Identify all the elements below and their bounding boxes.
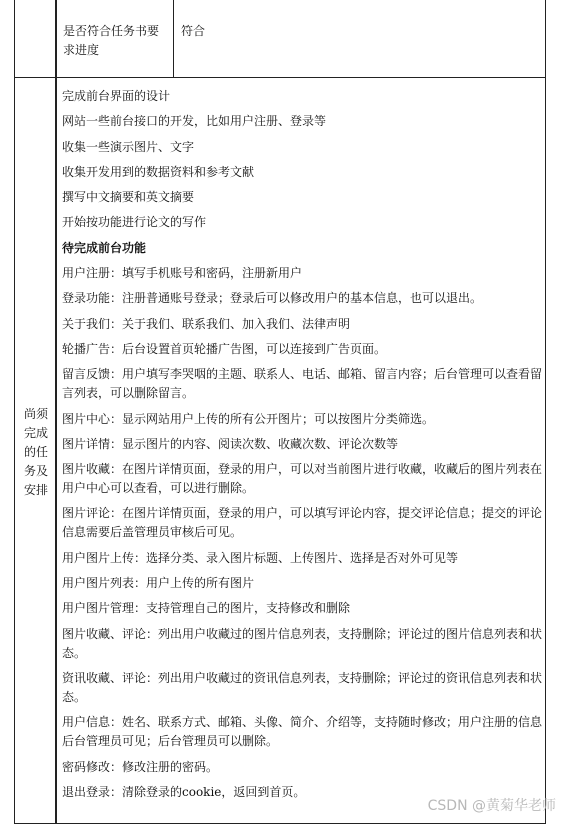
header-row [15, 0, 545, 78]
task-line: 用户注册：填写手机账号和密码，注册新用户 [62, 266, 303, 281]
progress-table [14, 0, 546, 824]
task-line: 图片详情：显示图片的内容、阅读次数、收藏次数、评论次数等 [62, 436, 399, 451]
task-line: 用户图片管理：支持管理自己的图片，支持修改和删除 [62, 601, 351, 616]
task-line: 图片中心：显示网站用户上传的所有公开图片；可以按图片分类筛选。 [62, 411, 435, 426]
task-line: 图片收藏、评论：列出用户收藏过的图片信息列表，支持删除；评论过的图片信息列表和状态。 [62, 626, 543, 660]
progress-answer-cell: 符合 [181, 24, 206, 38]
task-line: 关于我们：关于我们、联系我们、加入我们、法律声明 [62, 316, 351, 331]
task-line: 登录功能：注册普通账号登录；登录后可以修改用户的基本信息，也可以退出。 [62, 291, 483, 306]
task-line: 退出登录：清除登录的cookie，返回到首页。 [62, 784, 306, 799]
task-line: 网站一些前台接口的开发，比如用户注册、登录等 [62, 114, 327, 129]
task-line: 撰写中文摘要和英文摘要 [62, 190, 195, 205]
task-line: 开始按功能进行论文的写作 [62, 215, 207, 230]
task-heading: 待完成前台功能 [62, 240, 147, 255]
task-line: 轮播广告：后台设置首页轮播广告图，可以连接到广告页面。 [62, 341, 387, 356]
task-line: 图片收藏：在图片详情页面，登录的用户，可以对当前图片进行收藏，收藏后的图片列表在用户中心可以查看，可以进行删除。 [62, 462, 543, 496]
column-divider [56, 0, 57, 78]
task-line: 收集一些演示图片、文字 [62, 139, 195, 154]
watermark: CSDN @黄菊华老师 [427, 798, 556, 814]
task-line: 留言反馈：用户填写李哭咽的主题、联系人、电话、邮箱、留言内容；后台管理可以查看留言列表，可以删除留言。 [62, 367, 543, 401]
section-label: 尚须完成的任务及安排 [23, 407, 48, 497]
task-line: 资讯收藏、评论：列出用户收藏过的资讯信息列表，支持删除；评论过的资讯信息列表和状态。 [62, 670, 543, 704]
task-line: 用户信息：姓名、联系方式、邮箱、头像、简介、介绍等，支持随时修改；用户注册的信息后台管理员可见；后台管理员可以删除。 [62, 715, 543, 749]
task-line: 完成前台界面的设计 [62, 89, 171, 103]
column-divider [173, 0, 174, 78]
task-line: 密码修改：修改注册的密码。 [62, 759, 219, 774]
task-line: 收集开发用到的数据资料和参考文献 [62, 164, 255, 179]
task-line: 图片评论：在图片详情页面，登录的用户，可以填写评论内容，提交评论信息；提交的评论信息需要后盖管理员审核后可见。 [62, 506, 543, 540]
task-line: 用户图片上传：选择分类、录入图片标题、上传图片、选择是否对外可见等 [62, 550, 459, 565]
task-line: 用户图片列表：用户上传的所有图片 [62, 576, 255, 591]
column-divider [56, 78, 57, 824]
progress-question-cell: 是否符合任务书要求进度 [63, 24, 160, 57]
task-list [62, 87, 542, 808]
